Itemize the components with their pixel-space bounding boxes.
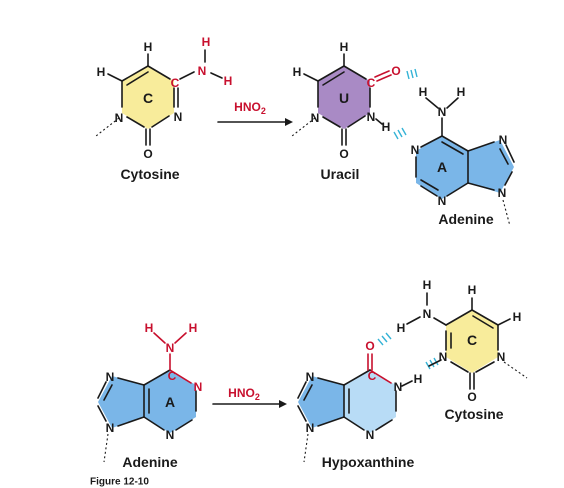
adenine-top-molecule <box>411 85 514 227</box>
atom-n: N <box>496 350 506 364</box>
reaction-arrow-top <box>218 100 293 126</box>
atom-c: C <box>170 76 180 90</box>
atom-n: N <box>497 186 507 200</box>
atom-c: C <box>367 369 377 383</box>
adenine-bottom-molecule <box>98 321 202 470</box>
atom-n: N <box>114 111 124 125</box>
atom-h: H <box>456 85 466 99</box>
label-adenine-bottom: Adenine <box>122 454 178 470</box>
ring-letter-c: C <box>466 332 478 348</box>
atom-n: N <box>305 421 315 435</box>
hbonds-top <box>394 69 417 139</box>
atom-n: N <box>173 110 183 124</box>
hypoxanthine-molecule <box>298 339 422 470</box>
atom-n: N <box>438 350 448 364</box>
atom-h: H <box>144 321 154 335</box>
atom-o: O <box>391 64 401 78</box>
label-hypoxanthine: Hypoxanthine <box>321 454 415 470</box>
atom-h: H <box>188 321 198 335</box>
ring-letter-a: A <box>164 394 176 410</box>
atom-h: H <box>396 321 406 335</box>
atom-h: H <box>96 65 106 79</box>
atom-h: H <box>223 74 233 88</box>
figure-label: Figure 12-10 <box>90 476 149 488</box>
atom-h: H <box>418 85 428 99</box>
atom-h: H <box>339 40 349 54</box>
atom-n: N <box>393 380 403 394</box>
atom-h: H <box>381 120 391 134</box>
atom-n: N <box>305 370 315 384</box>
atom-o: O <box>467 390 477 404</box>
atom-n: N <box>105 370 115 384</box>
atom-n: N <box>310 111 320 125</box>
atom-o: O <box>143 147 153 161</box>
ring-letter-u: U <box>338 90 350 106</box>
atom-h: H <box>422 278 432 292</box>
atom-h: H <box>292 65 302 79</box>
atom-n: N <box>410 143 420 157</box>
atom-h: H <box>467 283 477 297</box>
atom-c: C <box>366 76 376 90</box>
ring-letter-a: A <box>436 159 448 175</box>
atom-n: N <box>422 307 432 321</box>
label-uracil: Uracil <box>320 166 360 182</box>
atom-h: H <box>512 310 522 324</box>
atom-n: N <box>365 428 375 442</box>
reaction-arrow-bottom <box>213 386 287 408</box>
atom-n: N <box>193 380 203 394</box>
atom-o: O <box>339 147 349 161</box>
atom-h: H <box>201 35 211 49</box>
ring-letter-c: C <box>142 90 154 106</box>
atom-n: N <box>437 194 447 208</box>
cytosine-top-molecule <box>96 35 232 182</box>
reagent-hno2-bottom: $HNO_2$ <box>228 386 260 402</box>
atom-n: N <box>366 110 376 124</box>
atom-n: N <box>165 341 175 355</box>
cytosine-bottom-molecule <box>397 278 527 422</box>
atom-o: O <box>365 339 375 353</box>
atom-c: C <box>167 369 177 383</box>
reagent-hno2-top: $HNO_2$ <box>234 100 266 116</box>
atom-n: N <box>105 421 115 435</box>
atom-h: H <box>143 40 153 54</box>
atom-n: N <box>498 133 508 147</box>
label-cytosine-top: Cytosine <box>120 166 180 182</box>
label-cytosine-bottom: Cytosine <box>444 406 504 422</box>
atom-n: N <box>165 428 175 442</box>
hbonds-bottom <box>378 333 438 369</box>
atom-h: H <box>413 372 423 386</box>
label-adenine-top: Adenine <box>438 211 494 227</box>
atom-n: N <box>197 64 207 78</box>
atom-n: N <box>437 105 447 119</box>
uracil-molecule <box>292 40 401 182</box>
